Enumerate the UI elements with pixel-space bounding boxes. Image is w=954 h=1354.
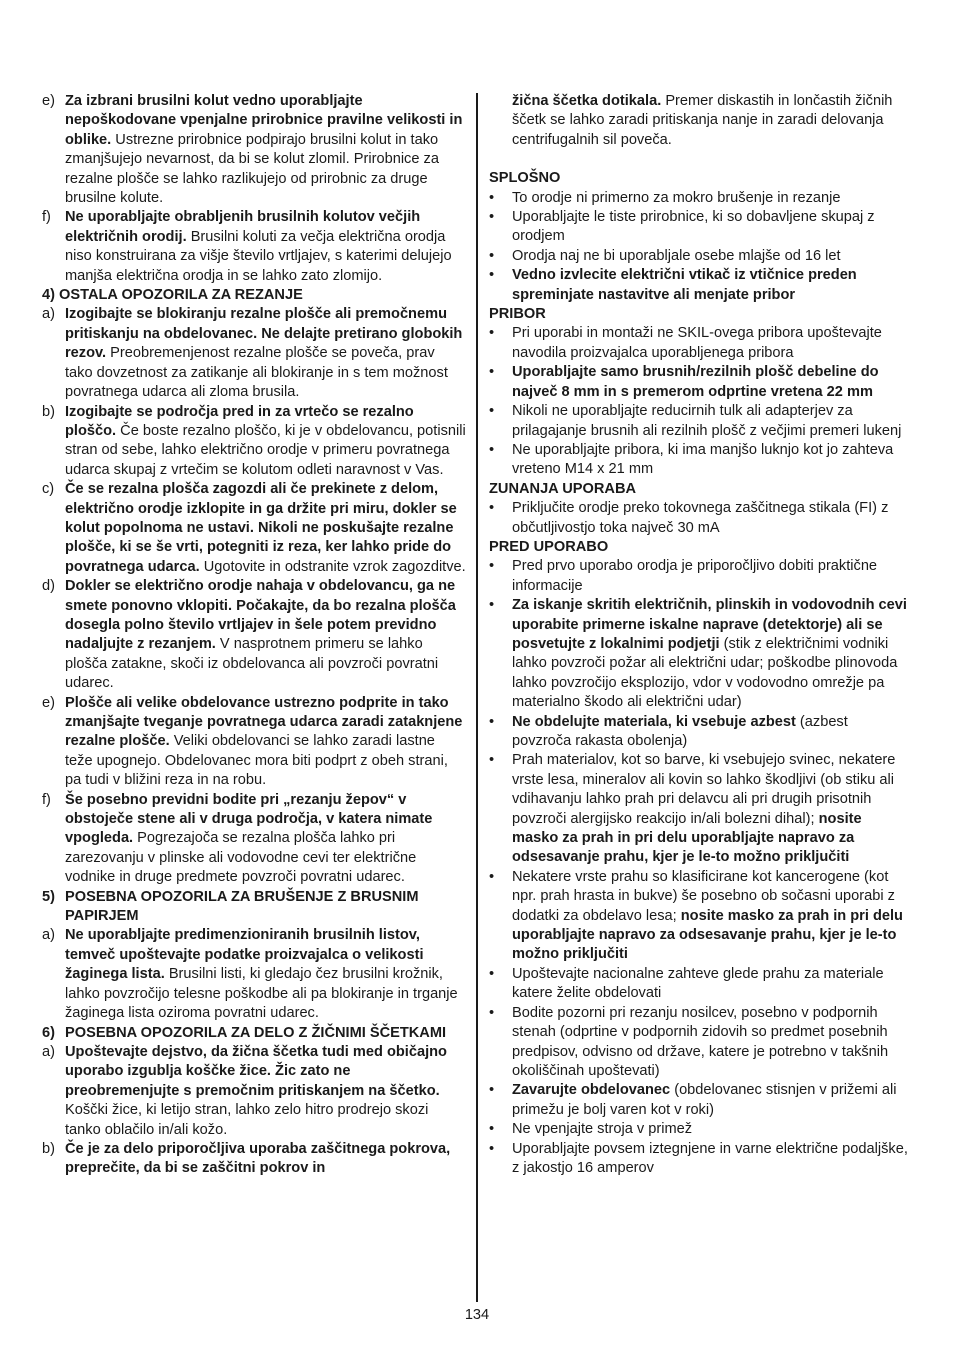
item-f-cutting: f) Še posebno previdni bodite pri „rezanju žepov“ v obstoječe stene ali v druga področja, v katera nimate vpogleda. Pogrezajoča se rezalna plošča lahko pri zarezovanju v plinske ali vodovodne cevi ter električne vodnike in druge predmete povzroči povratni udarec. [42,791,433,886]
item-a-cutting: a) Izogibajte se blokiranju rezalne plošče ali premočnemu pritiskanju na obdelovanec. Ne delajte pretirano globokih rezov. Preobremenjenost rezalne plošče se poveča, prav tako dovzetnost za zatikanje ali blokiranje in s tem možnost povratnega udarca ali zloma brusila. [42,306,463,401]
bullet-accessories-2: • Uporabljajte samo brusnih/rezilnih plošč debeline do največ 8 mm in s premerom odprtine vretena 22 mm [489,364,879,400]
spacer [489,150,911,169]
item-e-flanges: e) Za izbrani brusilni kolut vedno uporabljajte nepoškodovane vpenjalne prirobnice pravilne velikosti in oblike. Ustrezne prirobnice podpirajo brusilni kolut in tako zmanjšujejo nevarnost, da bi se kolut zlomil. Prirobnice za rezalne plošče se lahko razlikujejo od prirobnic za druge brusilne kolute. [42,93,463,207]
bullet-before-use-4: • Prah materialov, kot so barve, ki vsebujejo svinec, nekatere vrste lesa, mineralov ali kovin so lahko škodljivi (ob stiku ali vdihavanju lahko prah pri delavcu ali pri drugih prisotnih povzroči alergijsko reakcijo in/ali bolezni dihal); nosite masko za prah in pri delu uporabljajte napravo za odsesavanje prahu, kjer je le-to možno priključiti [489,752,896,866]
bullet-before-use-10: • Uporabljajte povsem iztegnjene in varne električne podaljške, z jakostjo 16 amperov [489,1140,908,1176]
page-number: 134 [464,1307,490,1323]
item-c-cutting: c) Če se rezalna plošča zagozdi ali če prekinete z delom, električno orodje izklopite in ga držite pri miru, dokler se kolut popolnoma ne ustavi. Nikoli ne poskušajte rezalne plošče, ki se še vrti, potegniti iz reza, ker lahko pride do povratnega udarca. Ugotovite in odstranite vzrok zagozditve. [42,481,466,575]
bullet-general-4: • Vedno izvlecite električni vtikač iz vtičnice preden spreminjate nastavitve ali menjate pribor [489,267,857,303]
left-column [42,92,466,1179]
section-heading-general: SPLOŠNO [489,170,561,187]
bullet-general-1: • To orodje ni primerno za mokro brušenje in rezanje [489,189,841,206]
bullet-outdoor-1: • Priključite orodje preko tokovnega zaščitnega stikala (FI) z občutljivostjo toka največ 30 mA [489,500,889,536]
section-heading-accessories: PRIBOR [489,306,546,323]
section-heading-5: 5) POSEBNA OPOZORILA ZA BRUŠENJE Z BRUSNIM PAPIRJEM [42,888,419,925]
section-heading-6: 6) POSEBNA OPOZORILA ZA DELO Z ŽIČNIMI ŠČETKAMI [42,1024,447,1041]
section-heading-4: 4) OSTALA OPOZORILA ZA REZANJE [42,287,303,304]
item-e-cutting: e) Plošče ali velike obdelovance ustrezno podprite in tako zmanjšajte tveganje povratnega udarca zaradi zataknjene rezalne plošče. Veliki obdelovanci se lahko zaradi lastne teže upognejo. Obdelovanec mora biti podprt z obeh strani, pa tudi v bližini reza in na robu. [42,694,463,789]
bullet-accessories-3: • Nikoli ne uporabljajte reducirnih tulk ali adapterjev za prilagajanje brusnih ali rezilnih plošč z večjimi premeri lukenj [489,403,902,439]
bullet-accessories-1: • Pri uporabi in montaži ne SKIL-ovega pribora upoštevajte navodila proizvajalca uporabljenega pribora [489,325,882,361]
column-divider [476,93,478,1302]
bullet-before-use-3: • Ne obdelujte materiala, ki vsebuje azbest (azbest povzroča rakasta obolenja) [489,713,848,749]
right-column [489,92,911,1178]
item-d-cutting: d) Dokler se električno orodje nahaja v obdelovancu, ga ne smete ponovno vklopiti. Počakajte, da bo rezalna plošča dosegla polno število vrtljajev in šele potem previdno nadaljujte z rezanjem. V nasprotnem primeru se lahko plošča zatakne, skoči iz obdelovanca ali povzroči povratni udarec. [42,578,456,692]
bullet-before-use-9: • Ne vpenjajte stroja v primež [489,1121,693,1138]
bullet-accessories-4: • Ne uporabljajte pribora, ki ima manjšo luknjo kot jo zahteva vreteno M14 x 21 mm [489,441,894,478]
section-heading-outdoor: ZUNANJA UPORABA [489,480,637,497]
item-b-wire-brush-continued: žična ščetka dotikala. Premer diskastih in lončastih žičnih ščetk se lahko zaradi pritiskanja nanje in zaradi delovanja centrifugalnih sil poveča. [512,93,893,148]
item-f-worn-discs: f) Ne uporabljajte obrabljenih brusilnih kolutov večjih električnih orodij. Brusilni koluti za večja električna orodja niso konstruirana za višje število vrtljajev, s katerimi delujejo manjša električna orodja in se lahko zato zlomijo. [42,209,452,284]
item-a-wire-brush: a) Upoštevajte dejstvo, da žična ščetka tudi med običajno uporabo izgublja koščke žice. Žic zato ne preobremenjujte s premočnim pritiskanjem na ščetko. Koščki žice, ki letijo stran, lahko zelo hitro prodrejo skozi tanko oblačilo in/ali kožo. [42,1043,447,1138]
bullet-before-use-7: • Bodite pozorni pri rezanju nosilcev, posebno v podpornih stenah (odprtine v podpornih zidovih so predmet posebnih predpisov, odvisno od države, katere je potrebno v takšnih okoliščinah upoštevati) [489,1004,889,1079]
bullet-before-use-2: • Za iskanje skritih električnih, plinskih in vodovodnih cevi uporabite primerne iskalne naprave (detektorje) ali se posvetujte z lokalnimi podjetji (stik z električnimi vodniki lahko povzroči požar ali električni udar; poškodbe plinovoda lahko povzročijo eksplozijo, vdor v vodovodno omrežje pa materialno škodo ali električni udar) [489,597,907,711]
bullet-general-2: • Uporabljajte le tiste prirobnice, ki so dobavljene skupaj z orodjem [489,209,875,245]
bullet-general-3: • Orodja naj ne bi uporabljale osebe mlajše od 16 let [489,247,841,264]
item-b-wire-brush: b) Če je za delo priporočljiva uporaba zaščitnega pokrova, preprečite, da bi se zaščitni pokrov in [42,1140,451,1177]
section-heading-before-use: PRED UPORABO [489,538,609,555]
bullet-before-use-8: • Zavarujte obdelovanec (obdelovanec stisnjen v prižemi ali primežu je bolj varen kot v roki) [489,1082,897,1118]
bullet-before-use-1: • Pred prvo uporabo orodja je priporočljivo dobiti praktične informacije [489,558,878,594]
item-b-cutting: b) Izogibajte se področja pred in za vrtečo se rezalno ploščo. Če boste rezalno ploščo, ki je v obdelovancu, potisnili stran od sebe, lahko električno orodje v primeru povratnega udarca skupaj z vrtečim se kolutom odleti naravnost v Vas. [42,403,466,478]
bullet-before-use-6: • Upoštevajte nacionalne zahteve glede prahu za materiale katere želite obdelovati [489,965,884,1002]
bullet-before-use-5: • Nekatere vrste prahu so klasificirane kot kancerogene (kot npr. prah hrasta in bukve) še posebno ob sočasni uporabi z dodatki za obdelavo lesa; nosite masko za prah in pri delu uporabljajte napravo za odsesavanje prahu, kjer je le-to možno priključiti [489,868,903,963]
item-a-sanding: a) Ne uporabljajte predimenzioniranih brusilnih listov, temveč upoštevajte podatke proizvajalca o velikosti žaginega lista. Brusilni listi, ki gledajo čez brusilni krožnik, lahko povzročijo telesne poškodbe ali pa blokiranje in trganje žaginega lista oziroma povratni udarec. [42,927,458,1022]
